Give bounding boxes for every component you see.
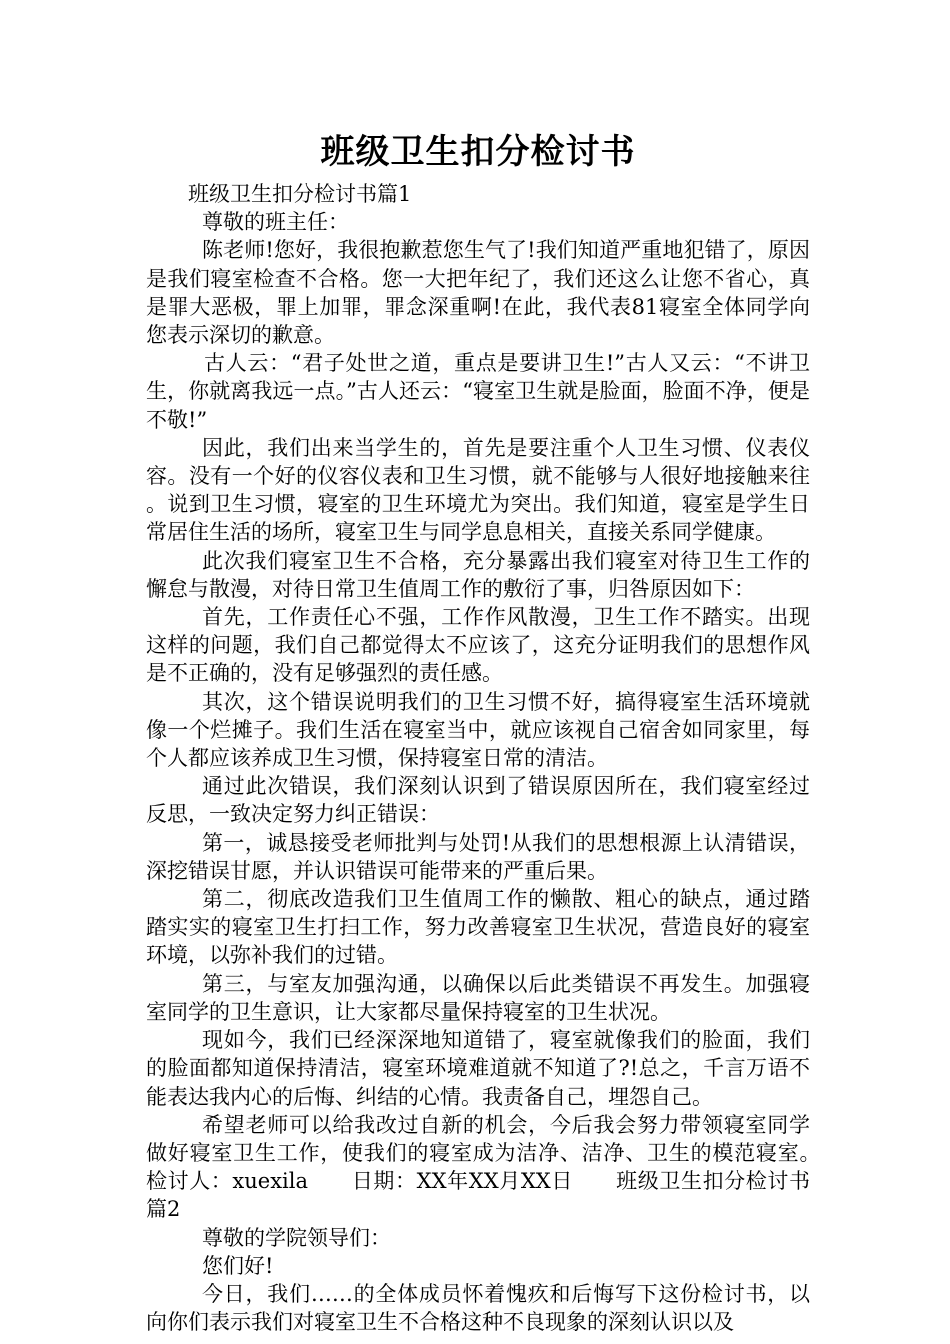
document-page bbox=[146, 124, 852, 1336]
body-paragraph: 陈老师!您好，我很抱歉惹您生气了!我们知道严重地犯错了，原因是我们寝室检查不合格。您一大把年纪了，我们还这么让您不省心，真是罪大恶极，罪上加罪，罪念深重啊!在此，我代表81寝室全体同学向您表示深切的歉意。 bbox=[146, 238, 810, 348]
greeting: 您们好! bbox=[202, 1253, 274, 1278]
salutation: 尊敬的班主任： bbox=[202, 210, 349, 235]
body-paragraph: 古人云：“君子处世之道，重点是要讲卫生!”古人又云：“不讲卫生，你就离我远一点。”古人还云：“寝室卫生就是脸面，脸面不净，便是不敬!” bbox=[146, 351, 810, 432]
body-paragraph: 现如今，我们已经深深地知道错了，寝室就像我们的脸面，我们的脸面都知道保持清洁，寝室环境难道就不知道了?!总之，千言万语不能表达我内心的后悔、纠结的心情。我责备自己，埋怨自己。 bbox=[146, 1028, 810, 1109]
document-title: 班级卫生扣分检讨书 bbox=[320, 132, 636, 172]
body-paragraph: 第一，诚恳接受老师批判与处罚!从我们的思想根源上认清错误，深挖错误甘愿，并认识错误可能带来的严重后果。 bbox=[146, 830, 810, 883]
body-paragraph: 第三，与室友加强沟通，以确保以后此类错误不再发生。加强寝室同学的卫生意识，让大家都尽量保持寝室的卫生状况。 bbox=[146, 971, 810, 1024]
body-paragraph: 今日，我们……的全体成员怀着愧疚和后悔写下这份检讨书，以向你们表示我们对寝室卫生不合格这种不良现象的深刻认识以及 bbox=[146, 1281, 810, 1335]
body-paragraph: 希望老师可以给我改过自新的机会，今后我会努力带领寝室同学做好寝室卫生工作，使我们的寝室成为洁净、洁净、卫生的模范寝室。 检讨人：xuexila 日期：XX年XX月XX日 班级卫生扣分检讨书篇2 bbox=[146, 1112, 852, 1222]
body-paragraph: 首先，工作责任心不强，工作作风散漫，卫生工作不踏实。出现这样的问题，我们自己都觉得太不应该了，这充分证明我们的思想作风是不正确的，没有足够强烈的责任感。 bbox=[146, 605, 810, 686]
section-heading-1: 班级卫生扣分检讨书篇1 bbox=[188, 182, 412, 206]
body-paragraph: 因此，我们出来当学生的，首先是要注重个人卫生习惯、仪表仪容。没有一个好的仪容仪表和卫生习惯，就不能够与人很好地接触来往。说到卫生习惯，寝室的卫生环境尤为突出。我们知道，寝室是学生日常居住生活的场所，寝室卫生与同学息息相关，直接关系同学健康。 bbox=[146, 435, 810, 545]
body-paragraph: 此次我们寝室卫生不合格，充分暴露出我们寝室对待卫生工作的懈怠与散漫，对待日常卫生值周工作的敷衍了事，归咎原因如下： bbox=[146, 548, 810, 601]
body-paragraph: 通过此次错误，我们深刻认识到了错误原因所在，我们寝室经过反思，一致决定努力纠正错误： bbox=[146, 774, 810, 827]
salutation: 尊敬的学院领导们： bbox=[202, 1225, 391, 1250]
body-paragraph: 第二，彻底改造我们卫生值周工作的懒散、粗心的缺点，通过踏踏实实的寝室卫生打扫工作，努力改善寝室卫生状况，营造良好的寝室环境，以弥补我们的过错。 bbox=[146, 887, 810, 968]
body-paragraph: 其次，这个错误说明我们的卫生习惯不好，搞得寝室生活环境就像一个烂摊子。我们生活在寝室当中，就应该视自己宿舍如同家里，每个人都应该养成卫生习惯，保持寝室日常的清洁。 bbox=[146, 689, 810, 771]
